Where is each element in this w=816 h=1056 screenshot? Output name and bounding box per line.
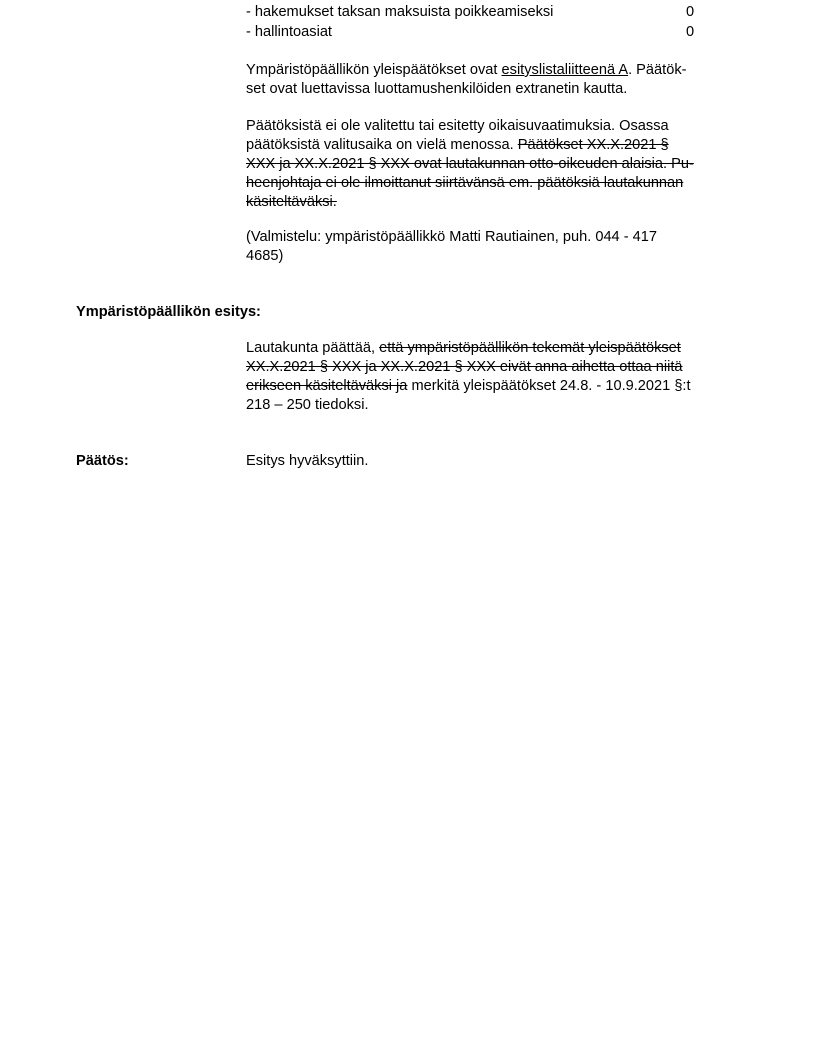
paragraph-preparer [246, 228, 738, 266]
attachment-link[interactable]: esityslistaliitteenä A [501, 62, 629, 78]
paragraph-line [246, 136, 738, 155]
list-item-label: - hallintoasiat [246, 24, 332, 40]
struck-text: erikseen käsiteltäväksi ja [246, 378, 408, 394]
struck-text: käsiteltäväksi. [246, 194, 337, 210]
struck-text: että ympäristöpäällikön tekemät yleispäätökset [379, 340, 681, 356]
paragraph-decisions-attachment [246, 61, 738, 99]
text-segment: . Päätök- [628, 62, 687, 78]
struck-text: Päätökset XX.X.2021 § [517, 137, 669, 153]
list-item [246, 23, 706, 42]
decision-text: Esitys hyväksyttiin. [246, 453, 369, 469]
paragraph-appeals [246, 117, 738, 212]
paragraph-line: 4685) [246, 248, 284, 264]
text-segment: merkitä yleispäätökset 24.8. - 10.9.2021 §:t [407, 378, 691, 394]
list-item-label: - hakemukset taksan maksuista poikkeamiseksi [246, 4, 554, 20]
paragraph-line: 218 – 250 tiedoksi. [246, 397, 369, 413]
text-segment: Ympäristöpäällikön yleispäätökset ovat [246, 62, 502, 78]
paragraph-line [246, 61, 738, 80]
paragraph-line: Päätöksistä ei ole valitettu tai esitetty oikaisuvaatimuksia. Osassa [246, 118, 669, 134]
paragraph-line: (Valmistelu: ympäristöpäällikkö Matti Rautiainen, puh. 044 - 417 [246, 229, 657, 245]
struck-line: XX.X.2021 § XXX ja XX.X.2021 § XXX eivät anna aihetta ottaa niitä [246, 359, 683, 375]
struck-line: heenjohtaja ei ole ilmoittanut siirtävänsä em. päätöksiä lautakunnan [246, 175, 684, 191]
struck-line: XXX ja XX.X.2021 § XXX ovat lautakunnan otto-oikeuden alaisia. Pu- [246, 156, 694, 172]
paragraph-line [246, 339, 738, 358]
decision-heading: Päätös: [76, 453, 129, 469]
text-segment: Lautakunta päättää, [246, 340, 380, 356]
text-segment: päätöksistä valitusaika on vielä menossa. [246, 137, 518, 153]
list-item-count: 0 [686, 24, 695, 40]
paragraph-line: set ovat luettavissa luottamushenkilöiden extranetin kautta. [246, 81, 628, 97]
list-item-count: 0 [686, 4, 695, 20]
paragraph-line [246, 193, 738, 212]
proposal-heading: Ympäristöpäällikön esitys: [76, 304, 261, 320]
proposal-text [246, 339, 738, 415]
list-item [246, 3, 706, 22]
paragraph-line [246, 377, 738, 396]
